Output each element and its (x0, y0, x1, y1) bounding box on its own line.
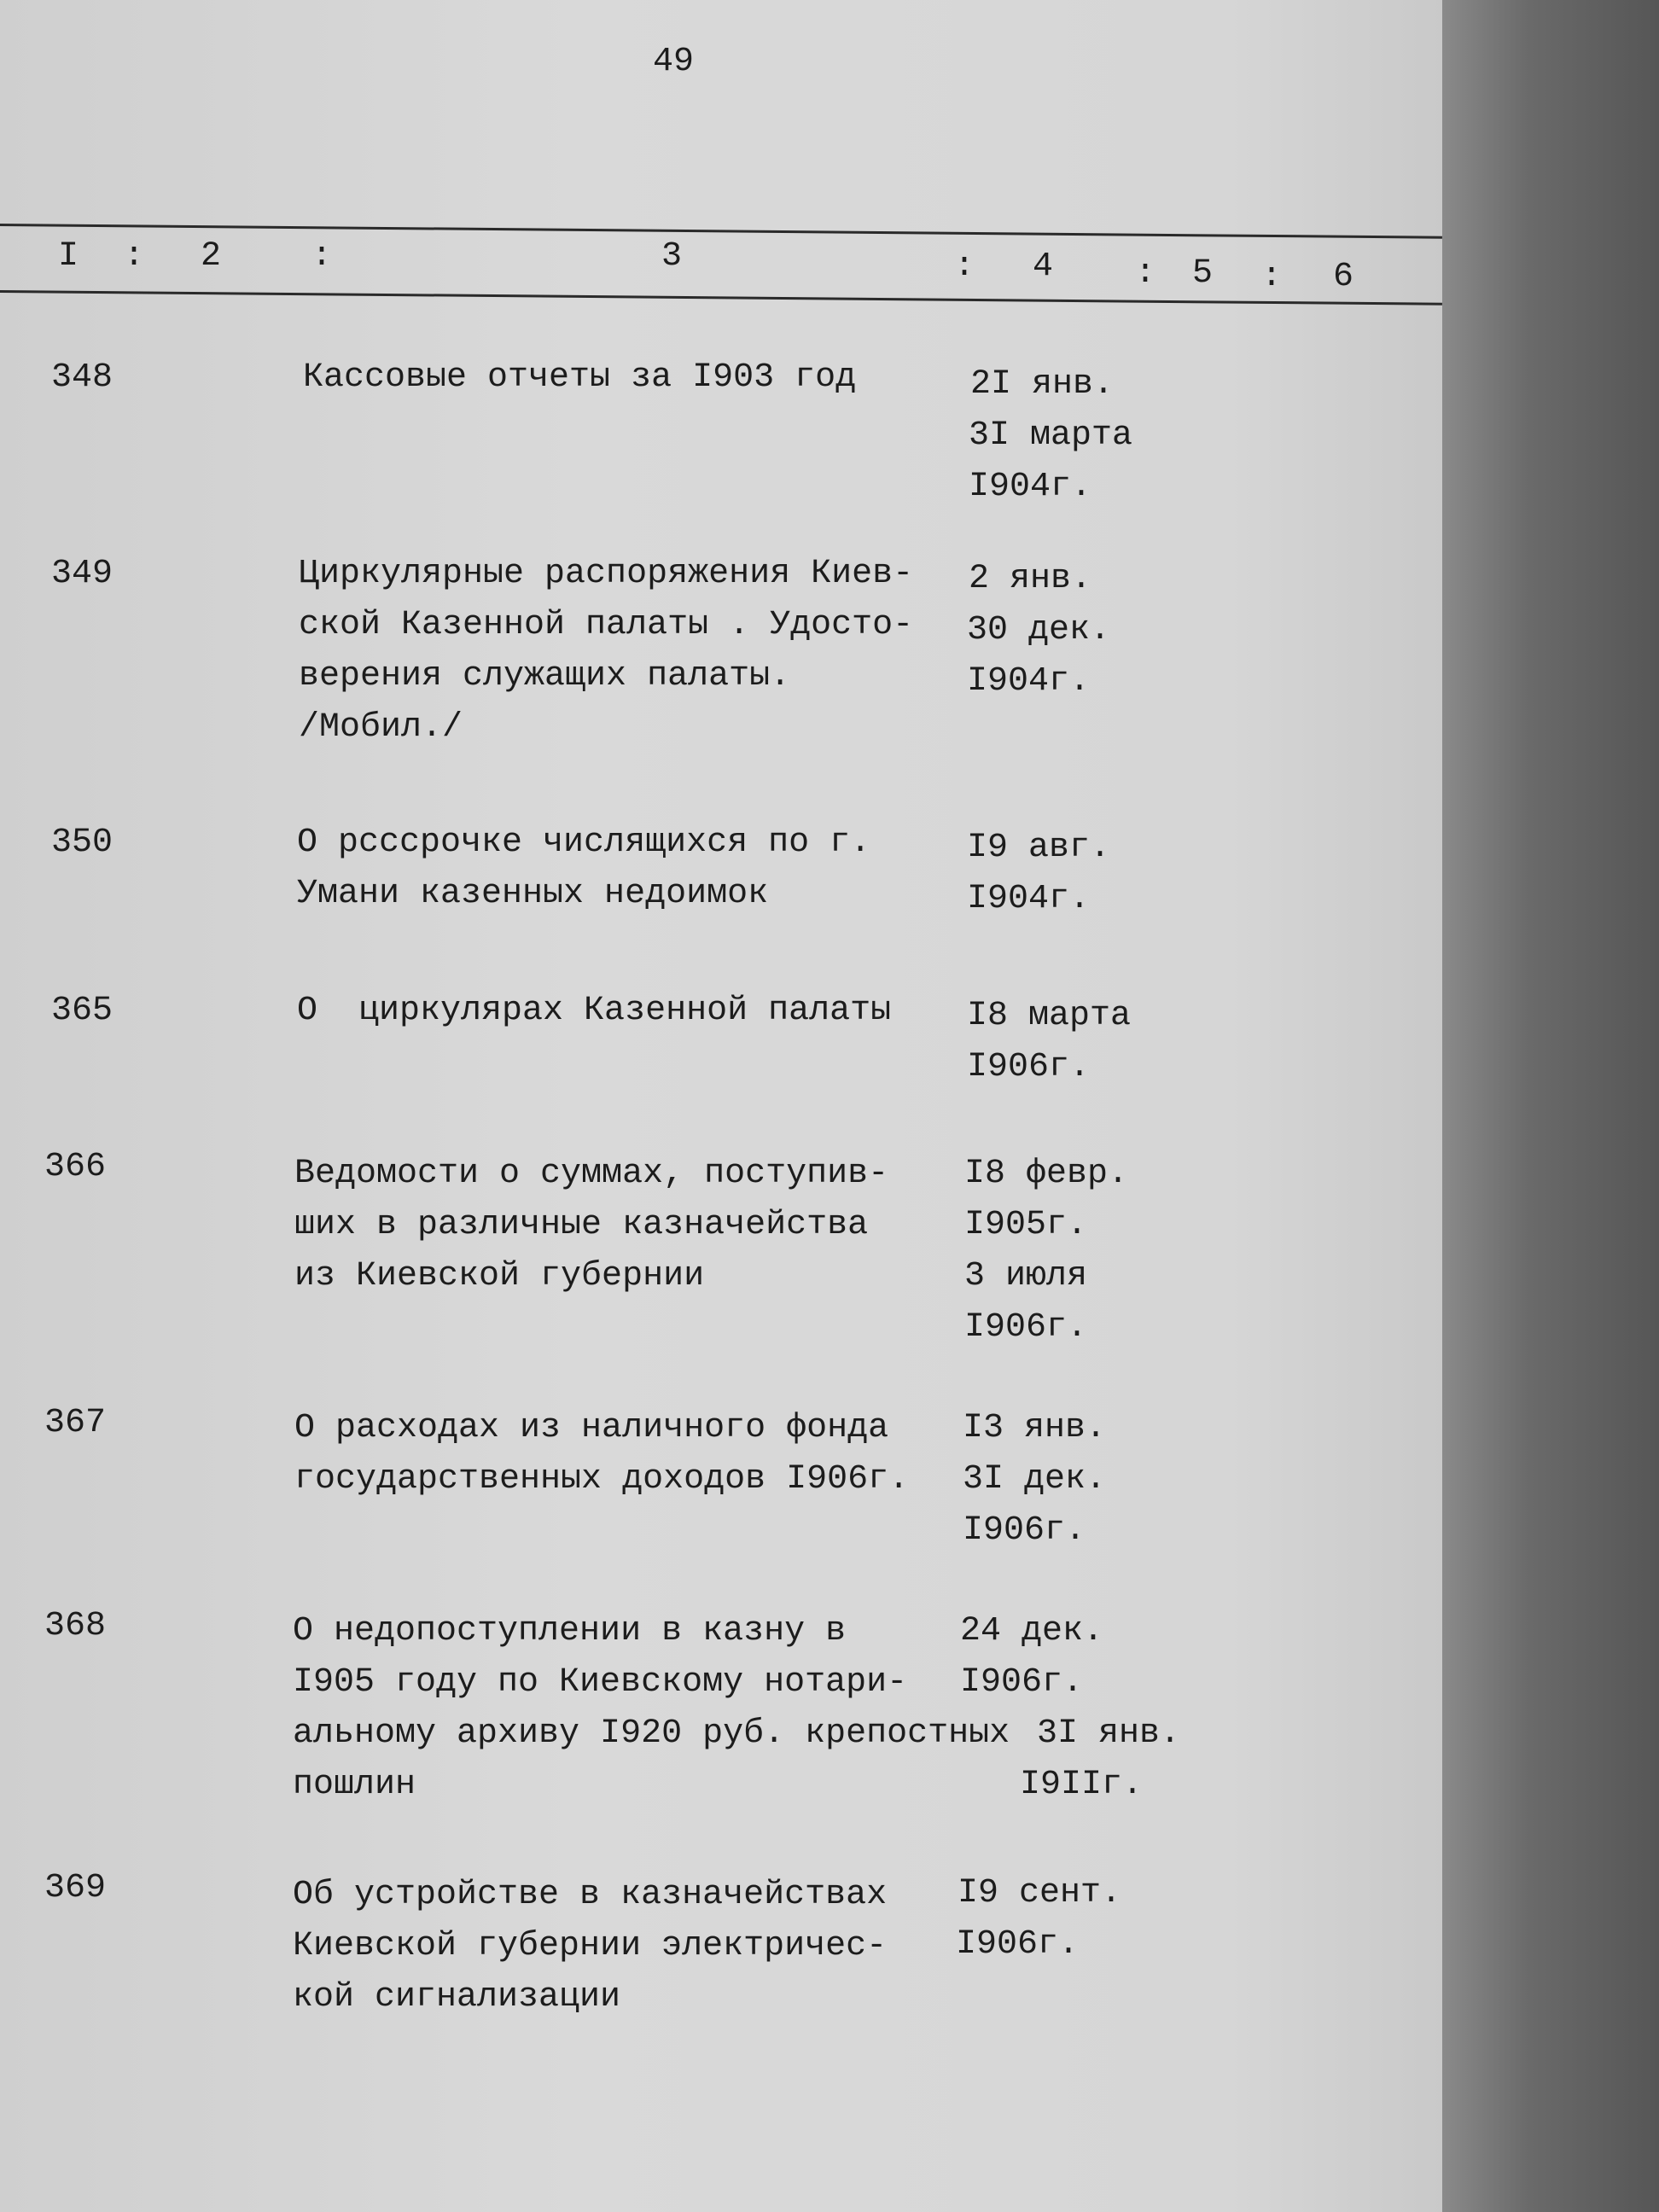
entry-date-line: I906г. (964, 1308, 1088, 1347)
entry-date-line: I904г. (969, 468, 1092, 506)
entry-number: 368 (44, 1607, 107, 1645)
entry-title-line: ших в различные казначейства (294, 1206, 869, 1244)
entry-date-line: 30 дек. (967, 611, 1111, 649)
header-separator: : (954, 247, 975, 286)
entry-number: 350 (51, 824, 114, 862)
entry-title-line: Киевской губернии электричес- (293, 1927, 888, 1965)
entry-date-line: I9IIг. (1020, 1766, 1144, 1804)
entry-number: 366 (44, 1148, 107, 1186)
entry-title-line: пошлин (293, 1766, 416, 1804)
entry-number: 349 (51, 555, 114, 593)
entry-date-line: I3 янв. (963, 1409, 1107, 1447)
entry-date-line: 2 янв. (969, 560, 1092, 598)
entry-number: 348 (51, 358, 114, 397)
entry-title-line: Об устройстве в казначействах (293, 1876, 888, 1914)
entry-title-line: кой сигнализации (293, 1978, 621, 2017)
entry-date-line: I8 февр. (964, 1155, 1129, 1193)
header-col-5: 5 (1192, 254, 1214, 293)
entry-title-line: Умани казенных недоимок (297, 875, 769, 913)
header-separator: : (1135, 254, 1156, 293)
entry-date-line: 24 дек. (960, 1612, 1104, 1650)
entry-date-line: 3 июля (964, 1257, 1088, 1295)
entry-title-line: государственных доходов I906г. (294, 1460, 910, 1499)
entry-date-line: I8 марта (967, 997, 1132, 1035)
entry-title-line: I905 году по Киевскому нотари- (293, 1663, 908, 1702)
entry-date-line: I906г. (963, 1511, 1086, 1550)
header-col-1: I (58, 237, 79, 276)
scan-background-edge (1442, 0, 1659, 2212)
entry-date-line: 3I янв. (1037, 1714, 1181, 1753)
header-col-2: 2 (201, 237, 222, 276)
entry-title-line: О расходах из наличного фонда (294, 1409, 889, 1447)
header-separator: : (124, 237, 145, 276)
entry-number: 369 (44, 1869, 107, 1907)
entry-date-line: I906г. (960, 1663, 1084, 1702)
entry-date-line: I904г. (967, 880, 1091, 918)
header-separator: : (1261, 258, 1283, 296)
entry-date-line: 3I марта (969, 416, 1133, 455)
entry-title-line: Циркулярные распоряжения Киев- (299, 555, 914, 593)
header-col-4: 4 (1033, 247, 1054, 286)
entry-title-line: из Киевской губернии (294, 1257, 705, 1295)
entry-title-line: О циркулярах Казенной палаты (297, 992, 892, 1030)
entry-date-line: I904г. (967, 662, 1091, 701)
entry-number: 365 (51, 992, 114, 1030)
entry-date-line: I906г. (956, 1925, 1080, 1964)
header-col-3: 3 (661, 237, 683, 276)
page-number: 49 (653, 43, 695, 81)
entry-title-line: ской Казенной палаты . Удосто- (299, 606, 914, 644)
entry-title-line: верения служащих палаты. (299, 657, 791, 696)
entry-date-line: I9 сент. (958, 1874, 1122, 1912)
entry-number: 367 (44, 1404, 107, 1442)
entry-date-line: I9 авг. (967, 829, 1111, 867)
header-separator: : (311, 237, 333, 276)
entry-title-line: Ведомости о суммах, поступив- (294, 1155, 889, 1193)
header-rule-bottom (0, 290, 1442, 306)
entry-title-line: О рсссрочке числящихся по г. (297, 824, 871, 862)
entry-date-line: 3I дек. (963, 1460, 1107, 1499)
entry-title-line: /Мобил./ (299, 708, 463, 747)
entry-date-line: I906г. (967, 1048, 1091, 1086)
entry-title-line: альному архиву I920 руб. крепостных (293, 1714, 1010, 1753)
entry-date-line: I905г. (964, 1206, 1088, 1244)
entry-date-line: 2I янв. (970, 365, 1115, 404)
entry-title-line: Кассовые отчеты за I903 год (303, 358, 857, 397)
entry-title-line: О недопоступлении в казну в (293, 1612, 847, 1650)
header-col-6: 6 (1333, 258, 1354, 296)
